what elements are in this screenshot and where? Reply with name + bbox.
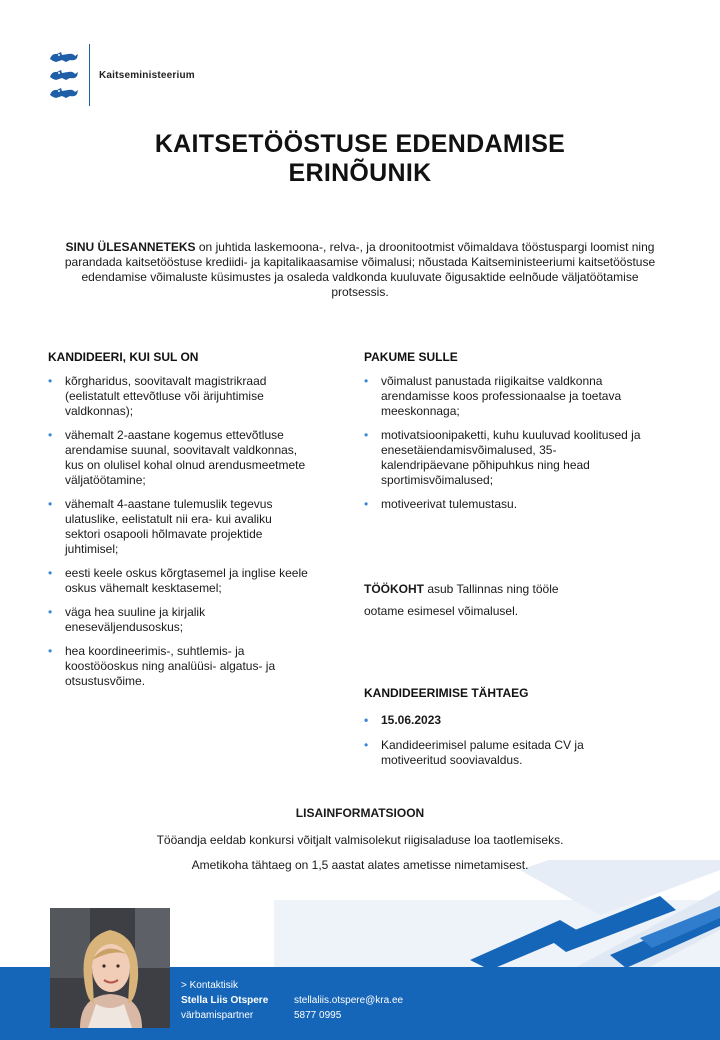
- workplace-line-2: ootame esimesel võimalusel.: [364, 604, 519, 618]
- deadline-list: [364, 713, 644, 777]
- contact-phone[interactable]: 5877 0995: [294, 1010, 342, 1021]
- list-item: • kõrgharidus, soovitavalt magistrikraad (eelistatult ettevõtluse või ärijuhtimise valdkonnas);: [48, 374, 308, 419]
- contact-email[interactable]: stellaliis.otspere@kra.ee: [294, 995, 404, 1006]
- job-title-line-1: KAITSETÖÖSTUSE EDENDAMISE: [154, 130, 566, 158]
- offer-heading: PAKUME SULLE: [364, 350, 458, 364]
- coat-of-arms-icon: [48, 49, 80, 101]
- contact-details: [294, 993, 403, 1023]
- contact-photo: [50, 908, 170, 1028]
- ministry-logo: [48, 44, 195, 106]
- info-heading: LISAINFORMATSIOON: [295, 806, 425, 820]
- contact-role: värbamispartner: [181, 1010, 254, 1021]
- offer-list: [364, 374, 644, 521]
- deadline-date: • 15.06.2023: [364, 713, 644, 728]
- candidate-heading: KANDIDEERI, KUI SUL ON: [48, 350, 199, 364]
- list-item: • vähemalt 2-aastane kogemus ettevõtluse arendamise suunal, soovitavalt valdkonnas, kus on olulisel kohal olnud arendusmeetmete väljatöötamine;: [48, 428, 308, 488]
- list-item: • vähemalt 4-aastane tulemuslik tegevus ulatuslike, eelistatult nii era- kui avaliku sektori osapooli hõlmavate projektide juhtimisel;: [48, 497, 308, 557]
- deadline-note: • Kandideerimisel palume esitada CV ja motiveeritud sooviavaldus.: [364, 738, 644, 768]
- list-item: • väga hea suuline ja kirjalik eneseväljendusoskus;: [48, 605, 308, 635]
- logo-text: Kaitseministeerium: [99, 69, 195, 81]
- intro-lead: SINU ÜLESANNETEKS: [65, 240, 196, 254]
- additional-info: [0, 806, 720, 878]
- contact-name: Stella Liis Otspere: [181, 995, 269, 1006]
- deadline-heading: KANDIDEERIMISE TÄHTAEG: [364, 686, 529, 700]
- list-item: • motiveerivat tulemustasu.: [364, 497, 644, 512]
- job-intro: [60, 240, 660, 300]
- info-line-1: Tööandja eeldab konkursi võitjalt valmisolekut riigisaladuse loa taotlemiseks.: [156, 833, 564, 847]
- list-item: • eesti keele oskus kõrgtasemel ja inglise keele oskus vähemalt kesktasemel;: [48, 566, 308, 596]
- list-item: • motivatsioonipaketti, kuhu kuuluvad koolitused ja enesetäiendamisvõimalused, 35-kalendripäevane põhipuhkus ning head sportimisvõimalused;: [364, 428, 644, 488]
- contact-person: [181, 978, 268, 1023]
- workplace-text: [364, 578, 664, 622]
- intro-text: on juhtida laskemoona-, relva-, ja droonitootmist võimaldava tööstuspargi loomist ning parandada kaitsetööstuse krediidi- ja kapitalikaasamise võimalusi; nõustada Kaitseministeeriumi kaitsetööstuse edendamise võimaluste küsimustes ja osaleda valdkonda kuuluvate õigusaktide eelnõude väljatöötamise protsessis.: [64, 240, 656, 299]
- workplace-lead: TÖÖKOHT: [364, 582, 424, 596]
- info-line-2: Ametikoha tähtaeg on 1,5 aastat alates ametisse nimetamisest.: [191, 858, 529, 872]
- candidate-list: [48, 374, 308, 698]
- job-title: [0, 130, 720, 188]
- job-title-line-2: ERINÕUNIK: [288, 159, 432, 187]
- list-item: • võimalust panustada riigikaitse valdkonna arendamisse koos professionaalse ja toetava meeskonnaga;: [364, 374, 644, 419]
- logo-divider: [89, 44, 90, 106]
- workplace-line-1: asub Tallinnas ning tööle: [424, 582, 559, 596]
- list-item: • hea koordineerimis-, suhtlemis- ja koostööoskus ning analüüsi- algatus- ja otsustusvõime.: [48, 644, 308, 689]
- contact-label: > Kontaktisik: [181, 980, 238, 991]
